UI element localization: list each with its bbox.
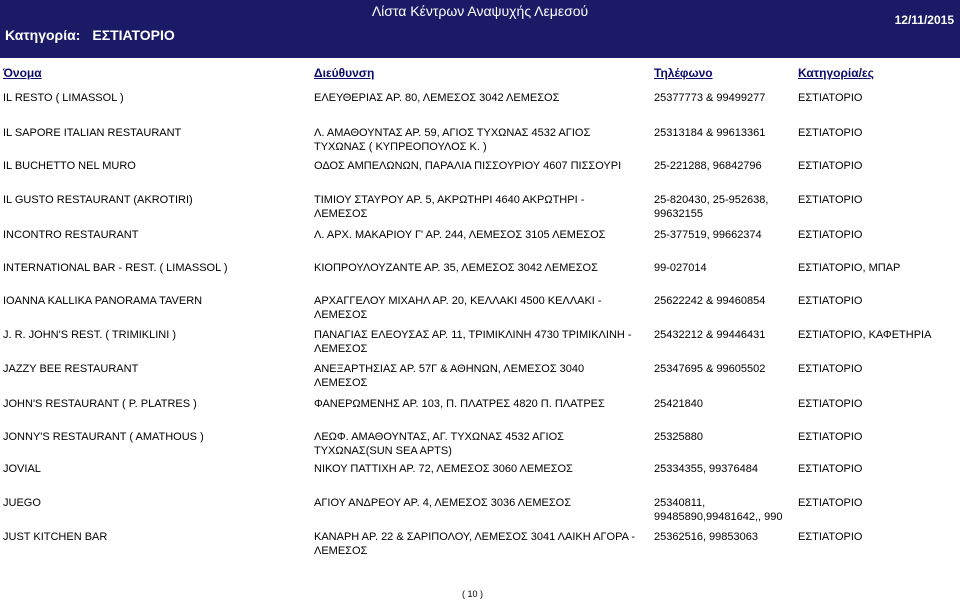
row-category: ΕΣΤΙΑΤΟΡΙΟ (798, 398, 863, 410)
row-address: ΚΑΝΑΡΗ ΑΡ. 22 & ΣΑΡΙΠΟΛΟΥ, ΛΕΜΕΣΟΣ 3041 ΛΑΙΚΗ ΑΓΟΡΑ - ΛΕΜΕΣΟΣ (314, 531, 636, 557)
row-name: IL BUCHETTO NEL MURO (3, 160, 136, 172)
category-line (5, 27, 175, 43)
column-header-category: Κατηγορία/ες (798, 66, 874, 80)
row-address: Λ. ΑΜΑΘΟΥΝΤΑΣ ΑΡ. 59, ΑΓΙΟΣ ΤΥΧΩΝΑΣ 4532 ΑΓΙΟΣ ΤΥΧΩΝΑΣ ( ΚΥΠΡΕΟΠΟΥΛΟΣ Κ. ) (314, 127, 591, 153)
row-address: ΛΕΩΦ. ΑΜΑΘΟΥΝΤΑΣ, ΑΓ. ΤΥΧΩΝΑΣ 4532 ΑΓΙΟΣ ΤΥΧΩΝΑΣ(SUN SEA APTS) (314, 431, 564, 457)
row-address: ΚΙΟΠΡΟΥΛΟΥΖΑΝΤΕ ΑΡ. 35, ΛΕΜΕΣΟΣ 3042 ΛΕΜΕΣΟΣ (314, 262, 598, 274)
row-phone: 25421840 (654, 398, 703, 410)
row-category: ΕΣΤΙΑΤΟΡΙΟ (798, 463, 863, 475)
row-name: JUEGO (3, 497, 41, 509)
page-title: Λίστα Κέντρων Αναψυχής Λεμεσού (371, 3, 589, 19)
row-category: ΕΣΤΙΑΤΟΡΙΟ (798, 531, 863, 543)
row-address: ΑΓΙΟΥ ΑΝΔΡΕΟΥ ΑΡ. 4, ΛΕΜΕΣΟΣ 3036 ΛΕΜΕΣΟΣ (314, 497, 571, 509)
row-category: ΕΣΤΙΑΤΟΡΙΟ (798, 497, 863, 509)
row-category: ΕΣΤΙΑΤΟΡΙΟ, ΚΑΦΕΤΗΡΙΑ (798, 329, 932, 341)
row-address: ΑΡΧΑΓΓΕΛΟΥ ΜΙΧΑΗΛ ΑΡ. 20, ΚΕΛΛΑΚΙ 4500 ΚΕΛΛΑΚΙ - ΛΕΜΕΣΟΣ (314, 295, 602, 321)
row-address: ΝΙΚΟΥ ΠΑΤΤΙΧΗ ΑΡ. 72, ΛΕΜΕΣΟΣ 3060 ΛΕΜΕΣΟΣ (314, 463, 573, 475)
row-name: JUST KITCHEN BAR (3, 531, 108, 543)
row-address: ΤΙΜΙΟΥ ΣΤΑΥΡΟΥ ΑΡ. 5, ΑΚΡΩΤΗΡΙ 4640 ΑΚΡΩΤΗΡΙ - ΛΕΜΕΣΟΣ (314, 194, 585, 220)
report-date: 12/11/2015 (894, 13, 954, 27)
page-number: ( 10 ) (462, 589, 484, 599)
row-name: JOVIAL (3, 463, 41, 475)
row-phone: 25622242 & 99460854 (654, 295, 766, 307)
column-header-address: Διεύθυνση (314, 66, 375, 80)
row-phone: 25-221288, 96842796 (654, 160, 762, 172)
row-name: IOANNA KALLIKA PANORAMA TAVERN (3, 295, 203, 307)
row-name: INTERNATIONAL BAR - REST. ( LIMASSOL ) (3, 262, 228, 274)
row-category: ΕΣΤΙΑΤΟΡΙΟ (798, 92, 863, 104)
row-address: Λ. ΑΡΧ. ΜΑΚΑΡΙΟΥ Γ' ΑΡ. 244, ΛΕΜΕΣΟΣ 3105 ΛΕΜΕΣΟΣ (314, 229, 606, 241)
row-address: ΕΛΕΥΘΕΡΙΑΣ ΑΡ. 80, ΛΕΜΕΣΟΣ 3042 ΛΕΜΕΣΟΣ (314, 92, 560, 104)
row-name: INCONTRO RESTAURANT (3, 229, 139, 241)
column-header-name: Όνομα (3, 66, 42, 80)
row-name: IL RESTO ( LIMASSOL ) (3, 92, 124, 104)
row-phone: 25325880 (654, 431, 703, 443)
row-category: ΕΣΤΙΑΤΟΡΙΟ (798, 127, 863, 139)
row-name: JONNY'S RESTAURANT ( AMATHOUS ) (3, 431, 204, 443)
row-phone: 25362516, 99853063 (654, 531, 758, 543)
row-phone: 25334355, 99376484 (654, 463, 758, 475)
row-category: ΕΣΤΙΑΤΟΡΙΟ (798, 363, 863, 375)
header-band (0, 0, 960, 58)
row-address: ΠΑΝΑΓΙΑΣ ΕΛΕΟΥΣΑΣ ΑΡ. 11, ΤΡΙΜΙΚΛΙΝΗ 4730 ΤΡΙΜΙΚΛΙΝΗ - ΛΕΜΕΣΟΣ (314, 329, 632, 355)
row-category: ΕΣΤΙΑΤΟΡΙΟ (798, 295, 863, 307)
row-phone: 99-027014 (654, 262, 707, 274)
row-phone: 25377773 & 99499277 (654, 92, 766, 104)
column-header-phone: Τηλέφωνο (654, 66, 713, 80)
row-category: ΕΣΤΙΑΤΟΡΙΟ (798, 229, 863, 241)
row-phone: 25432212 & 99446431 (654, 329, 766, 341)
row-address: ΦΑΝΕΡΩΜΕΝΗΣ ΑΡ. 103, Π. ΠΛΑΤΡΕΣ 4820 Π. ΠΛΑΤΡΕΣ (314, 398, 605, 410)
row-name: IL GUSTO RESTAURANT (AKROTIRI) (3, 194, 193, 206)
row-name: JOHN'S RESTAURANT ( P. PLATRES ) (3, 398, 197, 410)
row-address: ΑΝΕΞΑΡΤΗΣΙΑΣ ΑΡ. 57Γ & ΑΘΗΝΩΝ, ΛΕΜΕΣΟΣ 3040 ΛΕΜΕΣΟΣ (314, 363, 585, 389)
category-value: ΕΣΤΙΑΤΟΡΙΟ (92, 27, 175, 43)
row-category: ΕΣΤΙΑΤΟΡΙΟ (798, 431, 863, 443)
row-phone: 25-820430, 25-952638, 99632155 (654, 194, 769, 220)
row-name: J. R. JOHN'S REST. ( TRIMIKLINI ) (3, 329, 177, 341)
row-phone: 25347695 & 99605502 (654, 363, 766, 375)
row-address: ΟΔΟΣ ΑΜΠΕΛΩΝΩΝ, ΠΑΡΑΛΙΑ ΠΙΣΣΟΥΡΙΟΥ 4607 ΠΙΣΣΟΥΡΙ (314, 160, 622, 172)
row-category: ΕΣΤΙΑΤΟΡΙΟ (798, 194, 863, 206)
row-phone: 25313184 & 99613361 (654, 127, 766, 139)
row-phone: 25340811, 99485890,99481642,, 990 (654, 497, 783, 523)
row-phone: 25-377519, 99662374 (654, 229, 762, 241)
category-label: Κατηγορία: (5, 27, 81, 43)
row-name: JAZZY BEE RESTAURANT (3, 363, 139, 375)
row-name: IL SAPORE ITALIAN RESTAURANT (3, 127, 182, 139)
row-category: ΕΣΤΙΑΤΟΡΙΟ, ΜΠΑΡ (798, 262, 901, 274)
row-category: ΕΣΤΙΑΤΟΡΙΟ (798, 160, 863, 172)
